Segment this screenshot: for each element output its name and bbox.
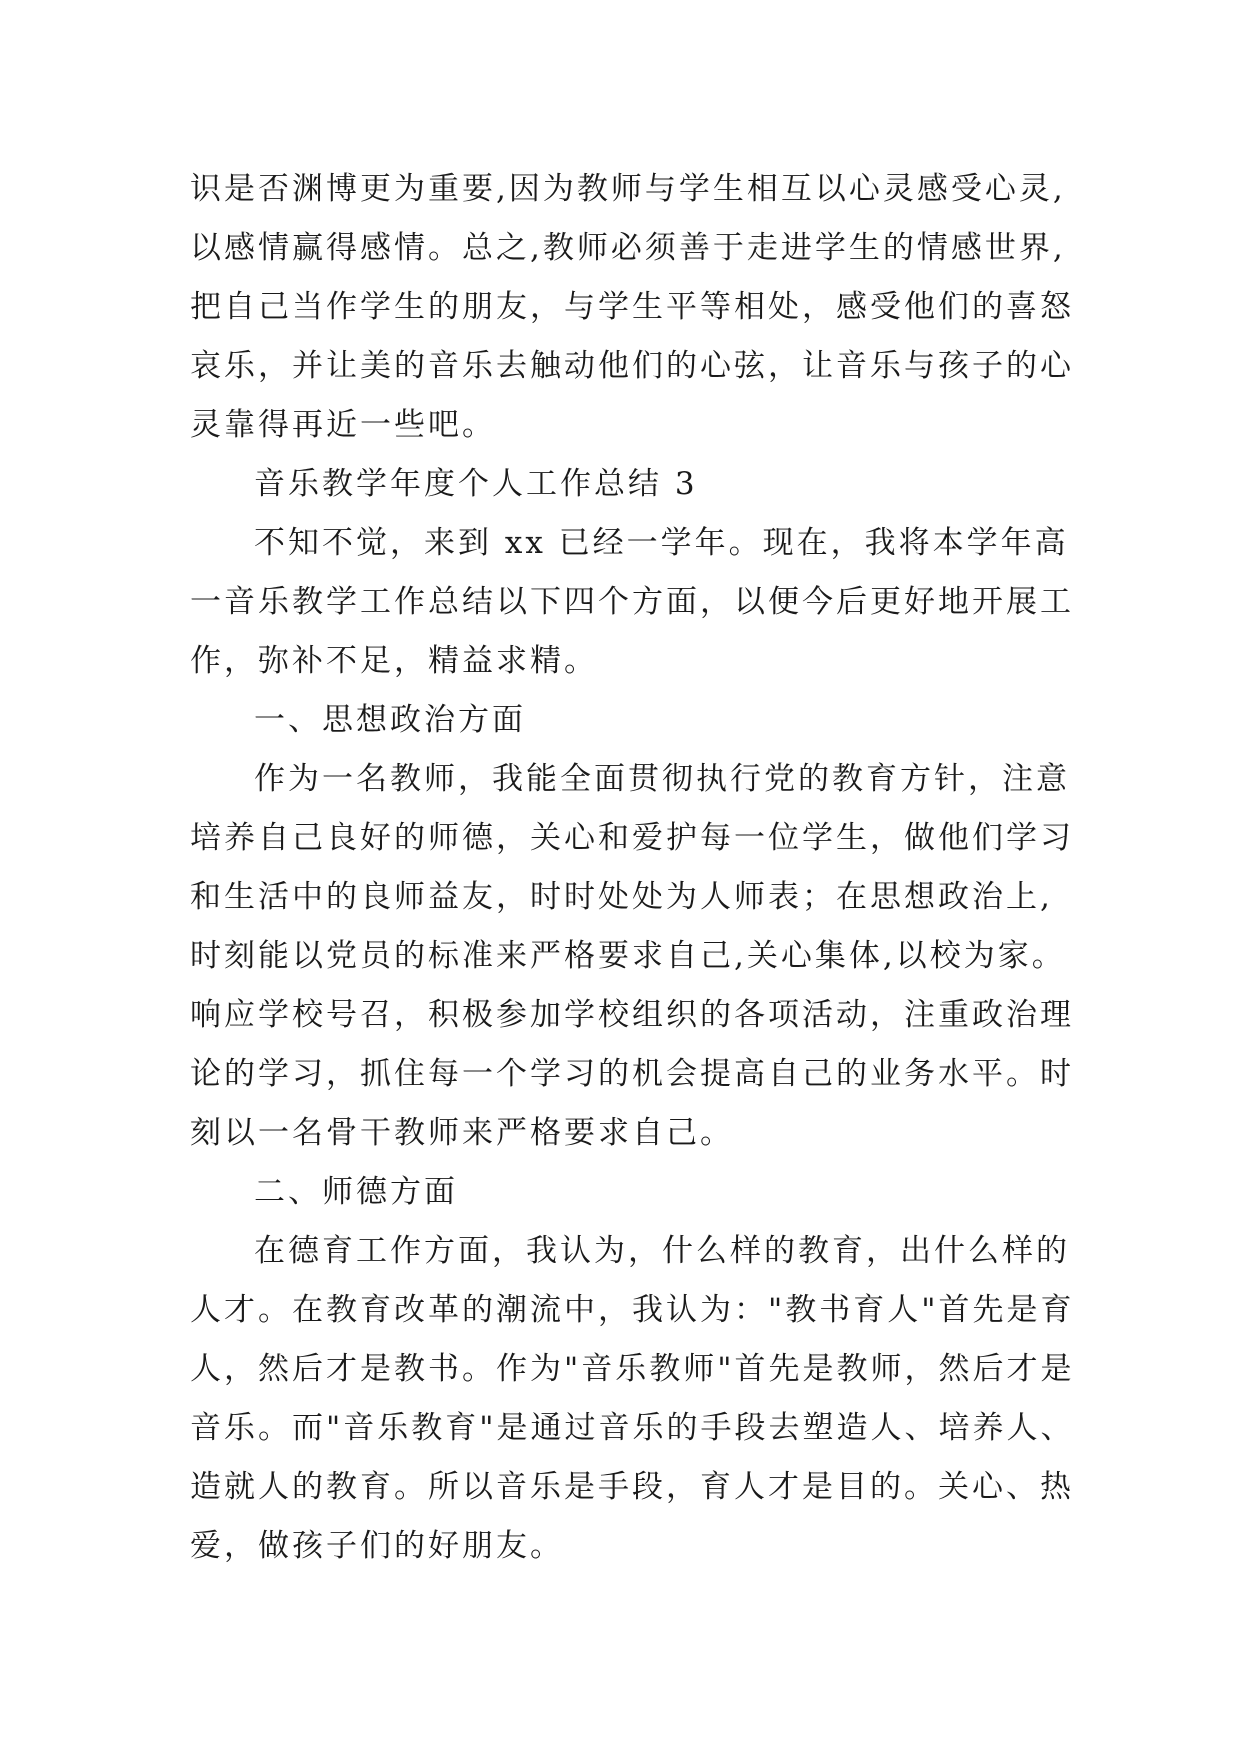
section-heading: 一、思想政治方面 xyxy=(254,702,526,738)
text-line: 响应学校号召，积极参加学校组织的各项活动，注重政治理 xyxy=(190,997,1074,1033)
text-line: 把自己当作学生的朋友，与学生平等相处，感受他们的喜怒 xyxy=(190,289,1074,325)
text-line: 哀乐，并让美的音乐去触动他们的心弦，让音乐与孩子的心 xyxy=(190,348,1074,384)
text-line: 培养自己良好的师德，关心和爱护每一位学生，做他们学习 xyxy=(190,820,1074,856)
text-line: 在德育工作方面，我认为，什么样的教育，出什么样的 xyxy=(254,1233,1070,1269)
section-heading: 二、师德方面 xyxy=(254,1174,458,1210)
text-line: 作，弥补不足，精益求精。 xyxy=(190,643,598,679)
text-line: 以感情赢得感情。总之,教师必须善于走进学生的情感世界, xyxy=(190,230,1066,266)
text-line: 作为一名教师，我能全面贯彻执行党的教育方针，注意 xyxy=(254,761,1070,797)
text-line: 时刻能以党员的标准来严格要求自己,关心集体,以校为家。 xyxy=(190,938,1066,974)
text-line: 和生活中的良师益友，时时处处为人师表；在思想政治上, xyxy=(190,879,1053,915)
text-line: 人才。在教育改革的潮流中，我认为："教书育人"首先是育 xyxy=(190,1292,1075,1328)
text-line: 音乐。而"音乐教育"是通过音乐的手段去塑造人、培养人、 xyxy=(190,1410,1075,1446)
text-line: 人，然后才是教书。作为"音乐教师"首先是教师，然后才是 xyxy=(190,1351,1075,1387)
text-line: 论的学习，抓住每一个学习的机会提高自己的业务水平。时 xyxy=(190,1056,1074,1092)
text-line: 造就人的教育。所以音乐是手段，育人才是目的。关心、热 xyxy=(190,1469,1074,1505)
text-line: 一音乐教学工作总结以下四个方面，以便今后更好地开展工 xyxy=(190,584,1074,620)
text-line: 灵靠得再近一些吧。 xyxy=(190,407,496,443)
document-body xyxy=(190,160,1080,1576)
section-title: 音乐教学年度个人工作总结 3 xyxy=(254,466,698,502)
text-line: 不知不觉，来到 xx 已经一学年。现在，我将本学年高 xyxy=(254,525,1069,561)
text-line: 刻以一名骨干教师来严格要求自己。 xyxy=(190,1115,734,1151)
text-line: 识是否渊博更为重要,因为教师与学生相互以心灵感受心灵, xyxy=(190,171,1066,207)
text-line: 爱，做孩子们的好朋友。 xyxy=(190,1528,564,1564)
